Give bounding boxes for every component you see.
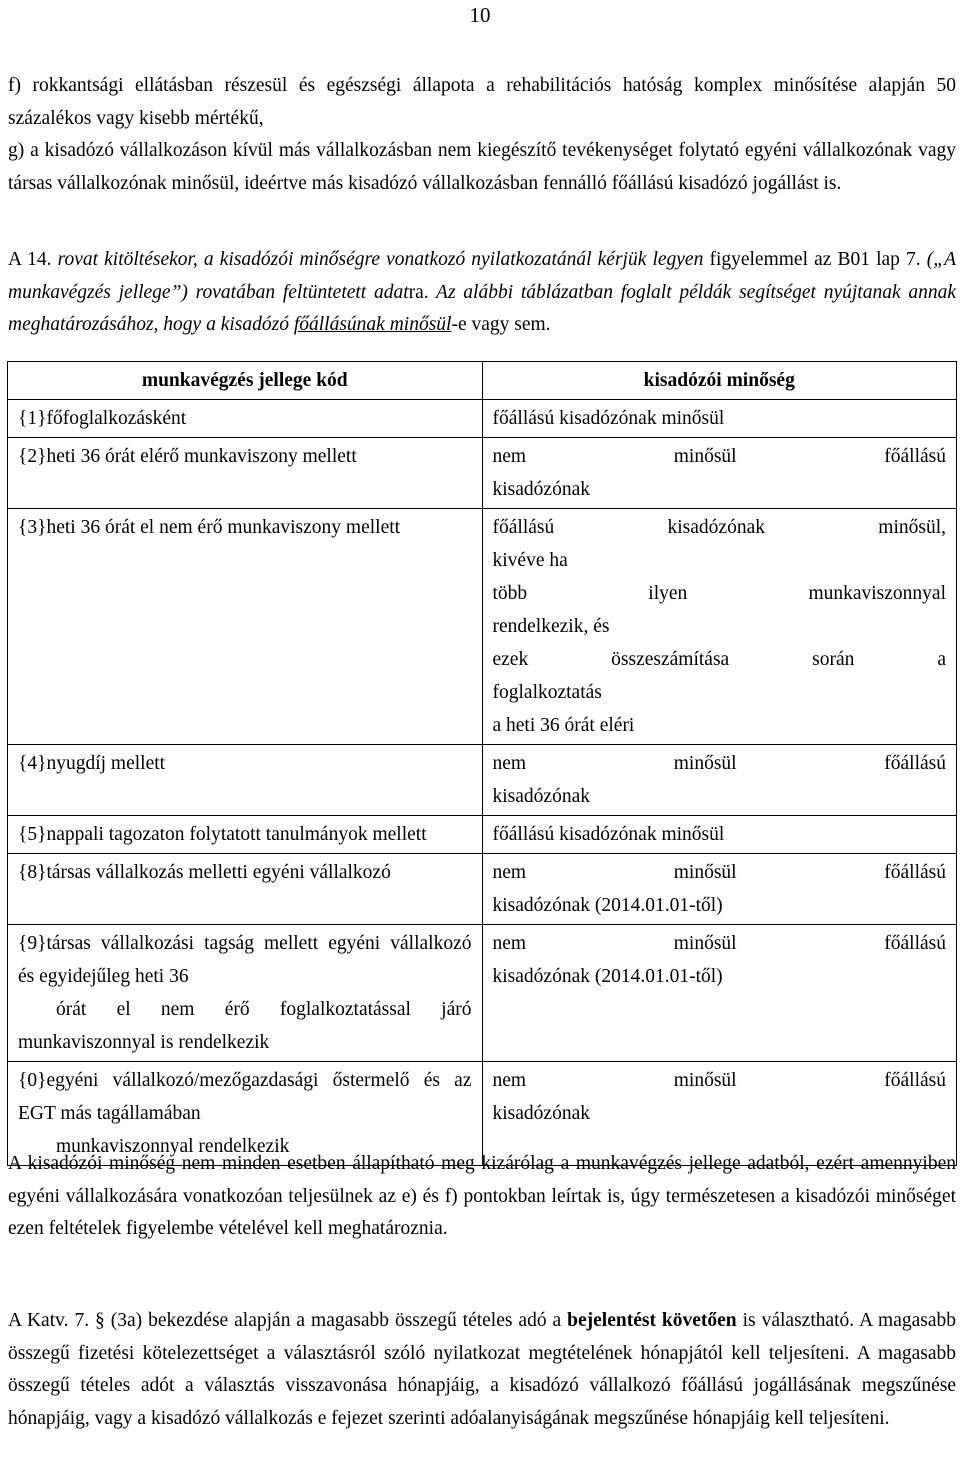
quality-line: kivéve ha xyxy=(492,550,568,571)
quality-line: nem minősül főállású xyxy=(492,862,946,883)
lead-text-3: figyelemmel az B01 lap 7. xyxy=(709,249,921,270)
final-paragraph xyxy=(8,1305,956,1435)
quality-line: nem minősül főállású xyxy=(492,1070,946,1091)
table-row xyxy=(8,438,957,509)
quality-line: főállású kisadózónak minősül, xyxy=(492,517,946,538)
code-cell xyxy=(8,745,483,816)
quality-line: kisadózónak xyxy=(492,786,590,807)
code-line: EGT más tagállamában xyxy=(18,1103,201,1124)
intro-paragraph xyxy=(8,70,956,200)
code-cell xyxy=(8,816,483,854)
intro-item-g: g) a kisadózó vállalkozáson kívül más vállalkozásban nem kiegészítő tevékenységet folytató egyéni vállalkozónak vagy társas vállalkozónak minősül, ideértve más kisadózó vállalkozásban fennálló főállású kisadózó jogállást is. xyxy=(8,140,956,194)
code-line: munkaviszonnyal is rendelkezik xyxy=(18,1032,270,1053)
quality-cell xyxy=(482,816,957,854)
final-bold-text: bejelentést követően xyxy=(567,1310,737,1331)
table-row xyxy=(8,925,957,1062)
quality-cell xyxy=(482,438,957,509)
code-cell xyxy=(8,925,483,1062)
code-cell xyxy=(8,438,483,509)
code-line: munkaviszonnyal rendelkezik xyxy=(56,1136,290,1157)
lead-text-8: -e vagy sem. xyxy=(451,314,551,336)
quality-line: több ilyen munkaviszonnyal xyxy=(492,583,946,604)
code-line: és egyidejűleg heti 36 xyxy=(18,966,189,987)
quality-line: főállású kisadózónak minősül xyxy=(492,824,725,845)
lead-text-5: ra. xyxy=(408,281,429,303)
code-line: {3}heti 36 órát el nem érő munkaviszony mellett xyxy=(18,517,401,538)
quality-line: kisadózónak (2014.01.01-től) xyxy=(492,895,723,916)
quality-cell xyxy=(482,745,957,816)
lead-text-1: A 14. xyxy=(8,249,52,270)
code-line: {8}társas vállalkozás melletti egyéni vállalkozó xyxy=(18,862,391,883)
code-line: órát el nem érő foglalkoztatással járó xyxy=(56,999,472,1020)
quality-line: nem minősül főállású xyxy=(492,753,946,774)
intro-item-f: f) rokkantsági ellátásban részesül és egészségi állapota a rehabilitációs hatóság komplex minősítése alapján 50 százalékos vagy kisebb mértékű, xyxy=(8,75,956,129)
final-text-2: is választható. A magasabb összegű fizetési kötelezettséget a választásról szóló nyilatkozat megtételének hónapjától kell teljesíteni. A magasabb összegű tételes adót a választás visszavonása hónapjáig, a kisadózó vállalkozó főállású jogállásának megszűnése hónapjáig, vagy a kisadózó vállalkozás e fejezet szerinti adóalanyiságának megszűnése hónapjáig kell teljesíteni. xyxy=(8,1310,957,1429)
quality-line: kisadózónak xyxy=(492,479,590,500)
quality-cell xyxy=(482,400,957,438)
code-line: {1}főfoglalkozásként xyxy=(18,408,187,429)
quality-cell xyxy=(482,925,957,1062)
quality-line: kisadózónak xyxy=(492,1103,590,1124)
page-number: 10 xyxy=(469,3,491,27)
quality-cell xyxy=(482,509,957,745)
code-line: {5}nappali tagozaton folytatott tanulmányok mellett xyxy=(18,824,427,845)
lead-text-4: („A munkavégzés jellege”) rovatában feltüntetett adat xyxy=(8,249,957,303)
code-line: {9}társas vállalkozási tagság mellett egyéni vállalkozó xyxy=(18,933,472,954)
table-header-row xyxy=(8,362,957,400)
table-row xyxy=(8,509,957,745)
final-text-1: A Katv. 7. § (3a) bekezdése alapján a magasabb összegű tételes adó a xyxy=(8,1310,568,1331)
header-quality: kisadózói minőség xyxy=(482,362,957,400)
lead-text-7: főállásúnak minősül xyxy=(293,314,452,336)
note-paragraph: A kisadózói minőség nem minden esetben állapítható meg kizárólag a munkavégzés jellege adatból, ezért amennyiben egyéni vállalkozására vonatkozóan teljesülnek az e) és f) pontokban leírtak is, úgy természetesen a kisadózói minőséget ezen feltételek figyelembe vételével kell meghatároznia. xyxy=(8,1153,956,1240)
quality-line: nem minősül főállású xyxy=(492,933,946,954)
quality-line: rendelkezik, és xyxy=(492,616,610,637)
table-row xyxy=(8,400,957,438)
quality-table xyxy=(7,361,957,1166)
code-line: {0}egyéni vállalkozó/mezőgazdasági őstermelő és az xyxy=(18,1070,472,1091)
header-code: munkavégzés jellege kód xyxy=(8,362,483,400)
code-line: {2}heti 36 órát elérő munkaviszony mellett xyxy=(18,446,357,467)
quality-line: ezek összeszámítása során a xyxy=(492,649,946,670)
table-row xyxy=(8,816,957,854)
lead-text-2: rovat kitöltésekor, a kisadózói minőségre vonatkozó nyilatkozatánál kérjük legyen xyxy=(51,249,704,270)
table-lead-paragraph xyxy=(8,244,956,342)
quality-line: nem minősül főállású xyxy=(492,446,946,467)
lead-text-6: Az alábbi táblázatban foglalt példák segítséget nyújtanak annak meghatározásához, hogy a kisadózó xyxy=(8,281,956,336)
table-row xyxy=(8,745,957,816)
code-cell xyxy=(8,400,483,438)
code-cell xyxy=(8,854,483,925)
quality-line: foglalkoztatás xyxy=(492,682,602,703)
quality-cell xyxy=(482,854,957,925)
quality-line: főállású kisadózónak minősül xyxy=(492,408,725,429)
table-row xyxy=(8,854,957,925)
code-cell xyxy=(8,509,483,745)
code-line: {4}nyugdíj mellett xyxy=(18,753,166,774)
quality-line: kisadózónak (2014.01.01-től) xyxy=(492,966,723,987)
quality-line: a heti 36 órát eléri xyxy=(492,715,635,736)
